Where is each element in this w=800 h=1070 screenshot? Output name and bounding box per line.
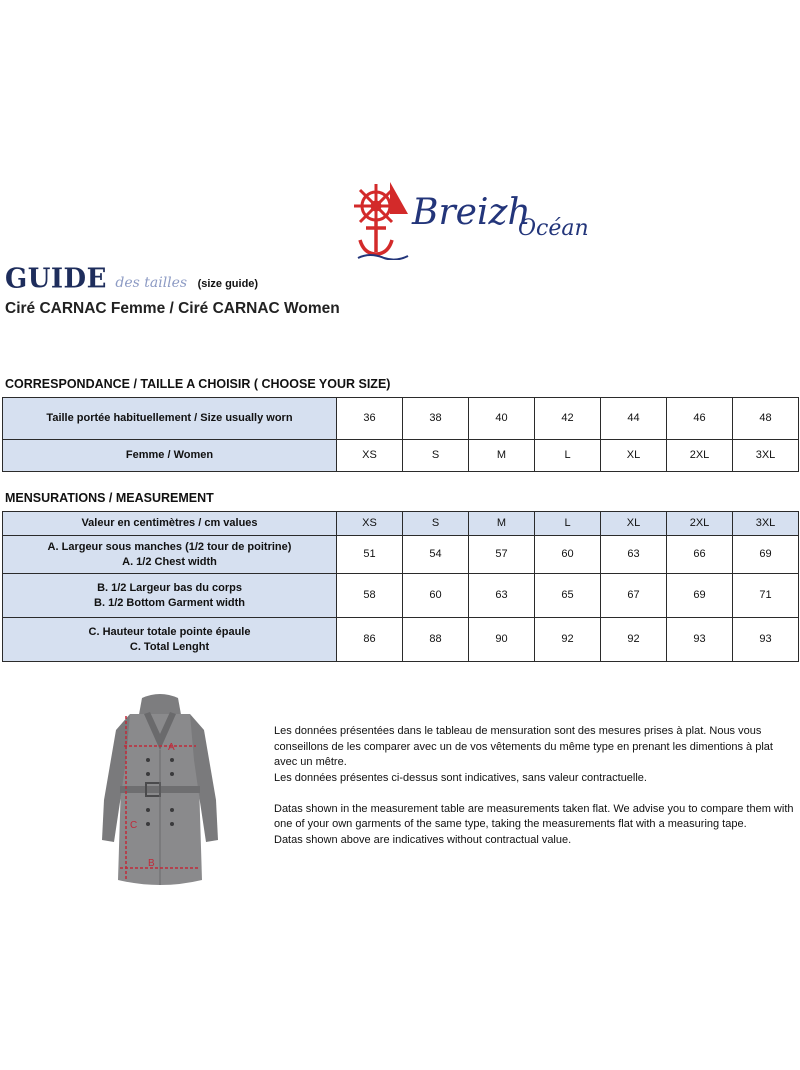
table-cell: 38: [403, 398, 469, 440]
table-cell: 69: [733, 536, 799, 574]
table-cell: 88: [403, 618, 469, 662]
header-cell: XS: [337, 512, 403, 536]
table-cell: 66: [667, 536, 733, 574]
table-cell: 63: [469, 574, 535, 618]
ship-wheel-anchor-icon: [350, 180, 420, 260]
row-label-en: C. Total Lenght: [129, 640, 210, 653]
note-fr-1: Les données présentées dans le tableau de mensuration sont des mesures prises à plat. Nous vous conseillons de les comparer avec un de vos vêtements du même type en prenant les dimentions à plat avec un mêtre.: [274, 725, 773, 768]
table-cell: 60: [403, 574, 469, 618]
table-row: [3, 398, 799, 440]
table-cell: 93: [667, 618, 733, 662]
coat-measurement-diagram: [90, 690, 230, 895]
table-cell: XL: [601, 440, 667, 472]
table-cell: L: [535, 440, 601, 472]
measurement-table: [2, 511, 799, 662]
table-cell: 51: [337, 536, 403, 574]
note-en-2: Datas shown above are indicatives without contractual value.: [274, 833, 572, 846]
header-cell: L: [535, 512, 601, 536]
table-cell: 63: [601, 536, 667, 574]
header-cell: M: [469, 512, 535, 536]
guide-script: des tailles: [115, 275, 188, 291]
note-fr-2: Les données présentes ci-dessus sont indicatives, sans valeur contractuelle.: [274, 771, 647, 784]
header-cell: 2XL: [667, 512, 733, 536]
row-label: [3, 618, 337, 662]
guide-word: GUIDE: [5, 263, 107, 295]
brand-name-breizh: Breizh: [412, 192, 531, 233]
table-cell: 71: [733, 574, 799, 618]
correspondence-table: [2, 397, 799, 472]
table-cell: 36: [337, 398, 403, 440]
table-cell: 60: [535, 536, 601, 574]
notes-block: [274, 724, 794, 848]
table-cell: 48: [733, 398, 799, 440]
table-cell: 92: [535, 618, 601, 662]
table-cell: 69: [667, 574, 733, 618]
table-row: [3, 536, 799, 574]
note-en-1: Datas shown in the measurement table are measurements taken flat. We advise you to compare them with one of your own garments of the same type, taking the measurements flat with a measuring tape.: [274, 802, 794, 830]
table-cell: 40: [469, 398, 535, 440]
measurement-title: MENSURATIONS / MEASUREMENT: [5, 491, 214, 505]
row-label: Femme / Women: [3, 440, 337, 472]
table-cell: 90: [469, 618, 535, 662]
diagram-label-c: C: [130, 820, 138, 831]
header-cell: XL: [601, 512, 667, 536]
table-row: [3, 574, 799, 618]
table-cell: 92: [601, 618, 667, 662]
row-label: [3, 574, 337, 618]
correspondence-title: CORRESPONDANCE / TAILLE A CHOISIR ( CHOOSE YOUR SIZE): [5, 377, 391, 391]
row-label-fr: A. Largeur sous manches (1/2 tour de poitrine): [47, 540, 292, 553]
table-cell: 67: [601, 574, 667, 618]
table-cell: 93: [733, 618, 799, 662]
table-cell: 42: [535, 398, 601, 440]
table-cell: 57: [469, 536, 535, 574]
row-label-fr: C. Hauteur totale pointe épaule: [88, 625, 251, 638]
table-cell: 54: [403, 536, 469, 574]
table-cell: 46: [667, 398, 733, 440]
row-label-en: B. 1/2 Bottom Garment width: [94, 596, 245, 609]
table-row: [3, 440, 799, 472]
coat-icon: [102, 694, 218, 885]
table-cell: 2XL: [667, 440, 733, 472]
diagram-label-a: A: [168, 742, 175, 753]
header-cell: S: [403, 512, 469, 536]
row-label-en: A. 1/2 Chest width: [122, 555, 217, 568]
table-cell: 58: [337, 574, 403, 618]
header-label: Valeur en centimètres / cm values: [3, 512, 337, 536]
table-cell: 3XL: [733, 440, 799, 472]
diagram-label-b: B: [148, 858, 155, 869]
table-header-row: [3, 512, 799, 536]
table-row: [3, 618, 799, 662]
row-label-fr: B. 1/2 Largeur bas du corps: [97, 581, 242, 594]
product-title: Ciré CARNAC Femme / Ciré CARNAC Women: [5, 300, 340, 317]
brand-logo: [350, 180, 610, 260]
header-cell: 3XL: [733, 512, 799, 536]
table-cell: S: [403, 440, 469, 472]
table-cell: XS: [337, 440, 403, 472]
row-label: Taille portée habituellement / Size usually worn: [3, 398, 337, 440]
guide-heading: [5, 264, 258, 294]
table-cell: M: [469, 440, 535, 472]
guide-subtitle: (size guide): [197, 278, 259, 290]
table-cell: 86: [337, 618, 403, 662]
brand-name-ocean: Océan: [518, 216, 589, 241]
row-label: [3, 536, 337, 574]
table-cell: 65: [535, 574, 601, 618]
table-cell: 44: [601, 398, 667, 440]
